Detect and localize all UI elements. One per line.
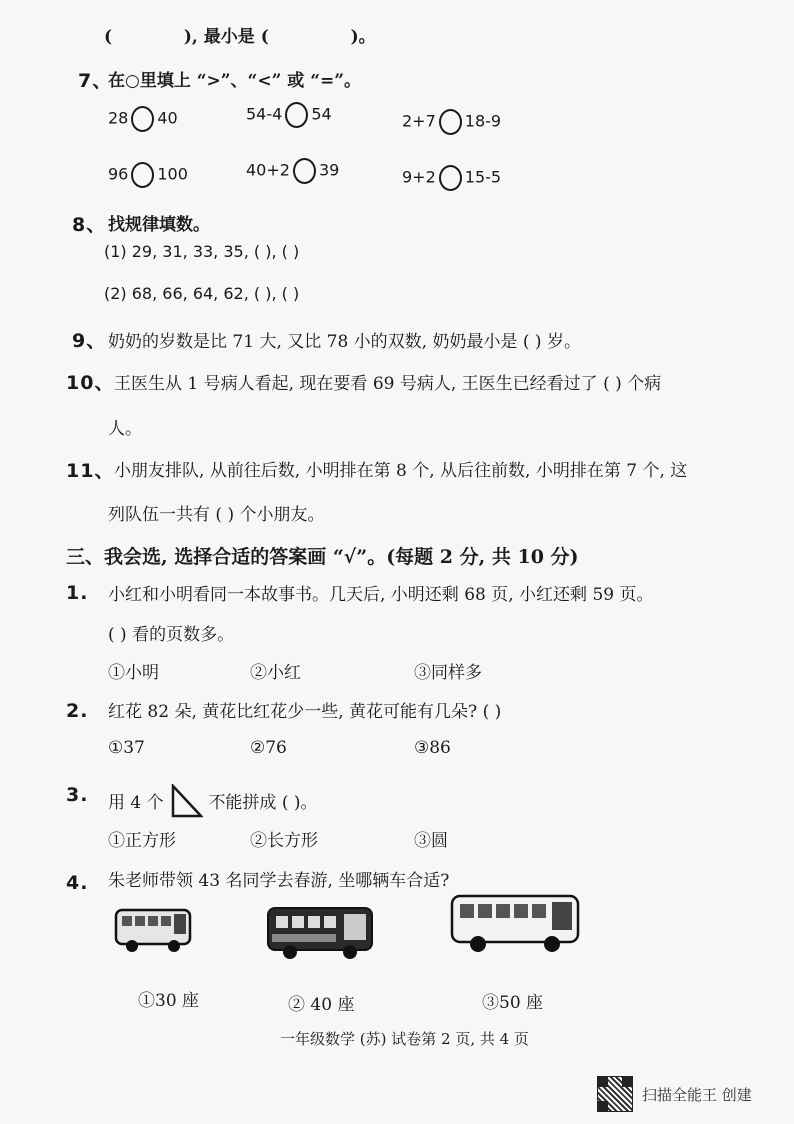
compare-item: 9+2 15-5 — [402, 165, 501, 191]
option[interactable]: ③86 — [414, 738, 451, 758]
option[interactable]: ①30 座 — [138, 991, 200, 1011]
page-footer: 一年级数学 (苏) 试卷第 2 页, 共 4 页 — [280, 1030, 529, 1048]
compare-item: 54-4 54 — [246, 102, 332, 128]
s3q2-number: 2. — [66, 700, 89, 722]
s3q3-text: 用 4 个 不能拼成 ( )。 — [108, 784, 318, 818]
blank-circle[interactable] — [439, 165, 462, 191]
option[interactable]: ②76 — [250, 738, 287, 758]
compare-item: 2+7 18-9 — [402, 109, 501, 135]
s3q1-text-line-2: ( ) 看的页数多。 — [108, 625, 235, 645]
q11-text-line-1: 小朋友排队, 从前往后数, 小明排在第 8 个, 从后往前数, 小明排在第 7 个, 这 — [114, 461, 688, 481]
q11-number: 11、 — [66, 460, 115, 482]
scanner-watermark: 扫描全能王 创建 — [642, 1086, 752, 1104]
top-line: ( ), 最小是 ( )。 — [104, 27, 376, 47]
blank-circle[interactable] — [439, 109, 462, 135]
q10-text-line-1: 王医生从 1 号病人看起, 现在要看 69 号病人, 王医生已经看过了 ( ) 个病 — [114, 374, 662, 394]
s3q4-number: 4. — [66, 872, 89, 894]
blank-circle[interactable] — [285, 102, 308, 128]
blank-circle[interactable] — [131, 106, 154, 132]
option[interactable]: ②小红 — [250, 663, 301, 683]
large-bus-icon[interactable] — [448, 890, 584, 956]
q8-line-2: (2) 68, 66, 64, 62, ( ), ( ) — [104, 284, 300, 303]
q11-text-line-2: 列队伍一共有 ( ) 个小朋友。 — [108, 505, 325, 525]
option[interactable]: ② 40 座 — [288, 995, 355, 1015]
medium-bus-icon[interactable] — [264, 904, 378, 964]
option[interactable]: ③圆 — [414, 831, 448, 851]
q7-number: 7、 — [78, 70, 113, 92]
q9-number: 9、 — [72, 330, 107, 352]
option[interactable]: ③50 座 — [482, 993, 544, 1013]
q8-number: 8、 — [72, 214, 107, 236]
option[interactable]: ①小明 — [108, 663, 159, 683]
option[interactable]: ①37 — [108, 738, 145, 758]
right-triangle-icon — [169, 784, 203, 818]
compare-item: 40+2 39 — [246, 158, 339, 184]
q9-text: 奶奶的岁数是比 71 大, 又比 78 小的双数, 奶奶最小是 ( ) 岁。 — [108, 332, 581, 352]
option[interactable]: ②长方形 — [250, 831, 318, 851]
option[interactable]: ①正方形 — [108, 831, 176, 851]
small-bus-icon[interactable] — [112, 904, 196, 956]
blank-circle[interactable] — [293, 158, 316, 184]
q8-prompt: 找规律填数。 — [108, 215, 210, 235]
q8-line-1: (1) 29, 31, 33, 35, ( ), ( ) — [104, 242, 300, 261]
section-3-title: 三、我会选, 选择合适的答案画 “√”。(每题 2 分, 共 10 分) — [66, 546, 579, 568]
s3q4-text: 朱老师带领 43 名同学去春游, 坐哪辆车合适? — [108, 871, 450, 891]
s3q2-text: 红花 82 朵, 黄花比红花少一些, 黄花可能有几朵? ( ) — [108, 702, 502, 722]
compare-item: 96 100 — [108, 162, 188, 188]
q10-text-line-2: 人。 — [108, 419, 142, 439]
qr-code-icon — [597, 1076, 633, 1112]
s3q3-number: 3. — [66, 784, 89, 806]
q7-prompt: 在○里填上 “>”、“<” 或 “=”。 — [108, 71, 361, 91]
q10-number: 10、 — [66, 372, 115, 394]
blank-circle[interactable] — [131, 162, 154, 188]
s3q1-text-line-1: 小红和小明看同一本故事书。几天后, 小明还剩 68 页, 小红还剩 59 页。 — [108, 585, 654, 605]
option[interactable]: ③同样多 — [414, 663, 482, 683]
s3q1-number: 1. — [66, 582, 89, 604]
compare-item: 28 40 — [108, 106, 178, 132]
